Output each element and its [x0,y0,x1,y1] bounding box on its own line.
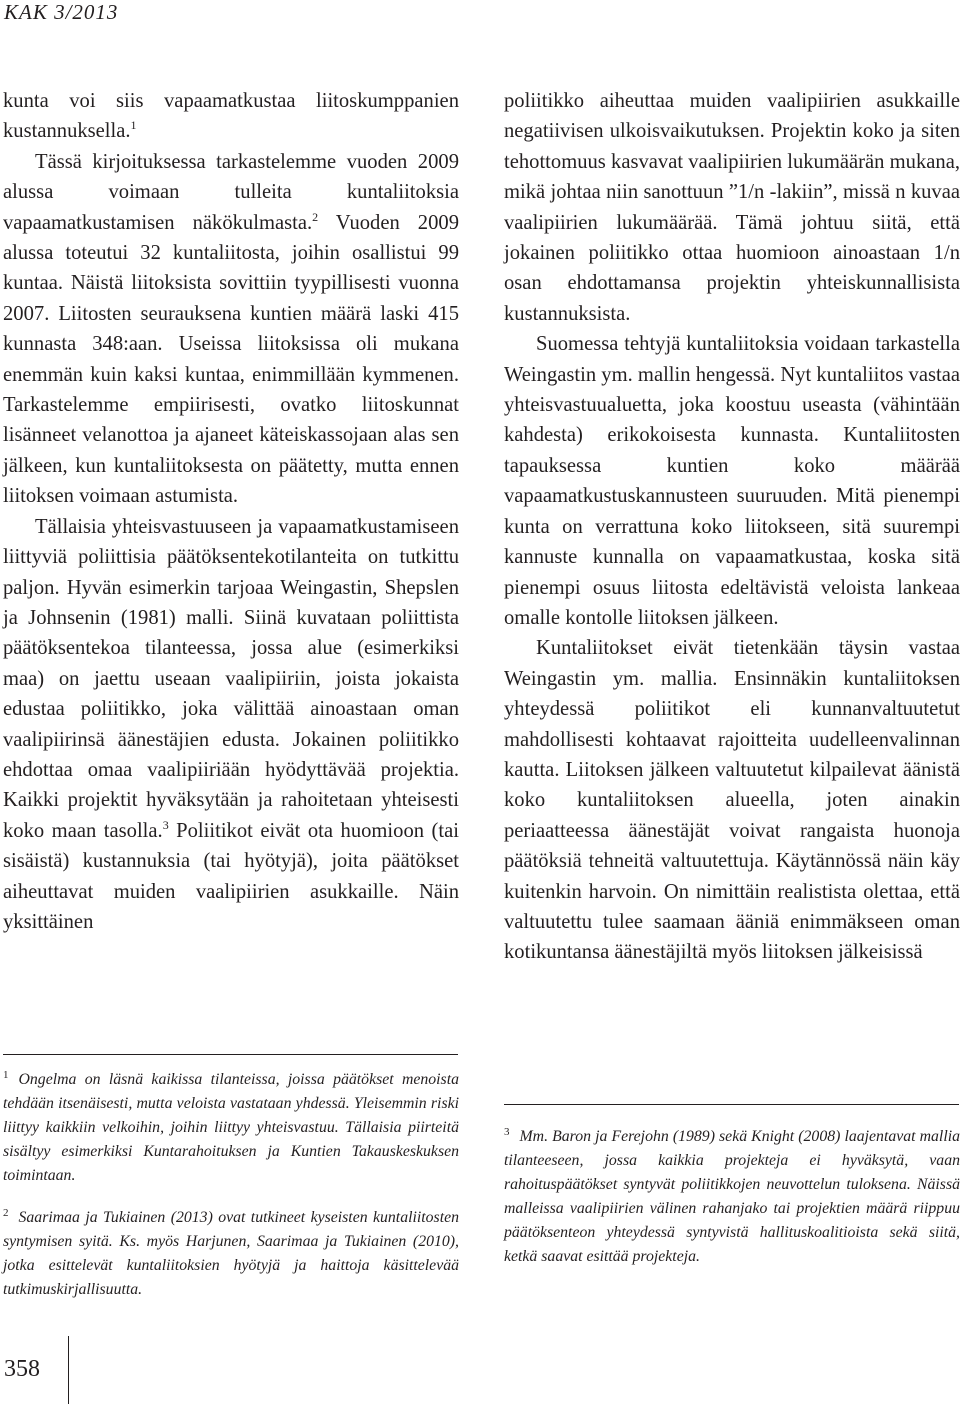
right-column [504,86,960,968]
footnotes-left [3,1068,459,1302]
page-number-divider [68,1336,69,1404]
footnote-rule-right [504,1104,959,1105]
paragraph: poliitikko aiheuttaa muiden vaalipiirien asukkaille negatiivisen ulkoisvaikutuksen. Projektin koko ja siten tehottomuus kasvavat vaalipiirien lukumäärän mukana, mikä johtaa niin sanottuun ”1/n -lakiin”, missä n kuvaa vaalipiirien lukumäärää. Tämä johtuu siitä, että jokainen poliitikko ottaa huomioon ainoastaan 1/n osan ehdottamansa projektin yhteiskunnallisista kustannuksista. [504,90,960,325]
footnote-ref[interactable]: 1 [130,118,137,133]
footnote-ref[interactable]: 2 [312,209,319,224]
paragraph: kunta voi siis vapaamatkustaa liitoskumppanien kustannuksella.$^1$ [3,90,459,143]
footnote: $^3$ Mm. Baron ja Ferejohn (1989) sekä Knight (2008) laajentavat mallia tilanteeseen, jossa kaikkia projekteja ei hyväksytä, vaan rahoituspäätökset syntyvät poliitikkojen neuvottelun tuloksena. Näissä malleissa vaalipiirien välinen rahanjako tai projektien määrä riippuu päätöksenteon yhteydessä syntyvistä hallituskoalitioista sekä siitä, ketkä saavat esittää projekteja. [504,1126,960,1265]
footnotes-right [504,1125,960,1269]
footnote-ref[interactable]: 3 [162,817,169,832]
footnote: $^1$ Ongelma on läsnä kaikissa tilanteissa, joissa päätökset menoista tehdään itsenäisesti, mutta veloista vastataan yhdessä. Yleisemmin riski liittyy kaikkiin velkoihin, joihin liittyy yhteisvastuu. Tällaisia piirteitä sisältyy esimerkiksi Kuntarahoituksen ja Kuntien Takauskeskuksen toimintaan. [3,1069,459,1184]
left-column [3,86,459,937]
paragraph: Tässä kirjoituksessa tarkastelemme vuoden 2009 alussa voimaan tulleita kuntaliitoksia vapaamatkustamisen näkökulmasta.$^2$ Vuoden 2009 alussa toteutui 32 kuntaliitosta, joihin osallistui 99 kuntaa. Näistä liitoksista sovittiin tyypillisesti vuonna 2007. Liitosten seurauksena kuntien määrä laski 415 kunnasta 348:aan. Useissa liitoksissa oli mukana enemmän kuin kaksi kuntaa, enimmillään kymmenen. Tarkastelemme empiirisesti, ovatko liitoskunnat lisänneet velanottoa ja ajaneet käteiskassojaan alas sen jälkeen, kun kuntaliitoksesta on päätetty, mutta ennen liitoksen voimaan astumista. [3,150,459,508]
footnote: $^2$ Saarimaa ja Tukiainen (2013) ovat tutkineet kyseisten kuntaliitosten syntymisen syitä. Ks. myös Harjunen, Saarimaa ja Tukiainen (2010), jotka esittelevät kuntaliitoksien hyötyjä ja haittoja käsittelevää tutkimuskirjallisuutta. [3,1207,459,1298]
page-number: 358 [4,1356,40,1382]
paragraph: Tällaisia yhteisvastuuseen ja vapaamatkustamiseen liittyviä poliittisia päätöksentekotilanteita on tutkittu paljon. Hyvän esimerkin tarjoaa Weingastin, Shepslen ja Johnsenin (1981) malli. Siinä kuvataan poliittista päätöksentekoa tilanteessa, jossa alue (esimerkiksi maa) on jaettu useaan vaalipiiriin, joista jokaista edustaa poliitikko, joka välittää ainoastaan oman vaalipiirinsä äänestäjien edusta. Jokainen poliitikko ehdottaa omaa vaalipiiriään hyödyttävää projektia. Kaikki projektit hyväksytään ja rahoitetaan yhteisesti koko maan tasolla.$^3$ Poliitikot eivät ota huomioon (tai sisäistä) kustannuksia (tai hyötyjä), joita päätökset aiheuttavat muiden vaalipiirien asukkaille. Näin yksittäinen [3,515,459,933]
footnote-rule-left [3,1054,458,1055]
paragraph: Kuntaliitokset eivät tietenkään täysin vastaa Weingastin ym. mallia. Ensinnäkin kuntaliitoksen yhteydessä poliitikot eli kunnanvaltuutetut mahdollisesti kohtaavat rajoitteita uudelleenvalinnan kautta. Liitoksen jälkeen valtuutetut kilpailevat äänistä koko kuntaliitoksen alueella, joten ainakin periaatteessa äänestäjät voivat rangaista huonoja päätöksiä tehneitä valtuutettuja. Käytännössä näin käy kuitenkin harvoin. On nimittäin realistista olettaa, että valtuutettu tulee saamaan ääniä enimmäkseen oman kotikuntansa äänestäjiltä myös liitoksen jälkeisissä [504,637,960,964]
paragraph: Suomessa tehtyjä kuntaliitoksia voidaan tarkastella Weingastin ym. mallin hengessä. Nyt kuntaliitos vastaa yhteisvastuualuetta, joka koostuu useasta (vähintään kahdesta) erikokoisesta kunnasta. Kuntaliitosten tapauksessa kuntien koko määrää vapaamatkustuskannusteen suuruuden. Mitä pienempi kunta on verrattuna koko liitokseen, sitä suurempi kannuste kunnalla on vapaamatkustaa, koska sitä pienempi osuus liitosta edeltävistä veloista lankeaa omalle kontolle liitoksen jälkeen. [504,333,960,629]
journal-header: KAK 3/2013 [4,0,119,24]
